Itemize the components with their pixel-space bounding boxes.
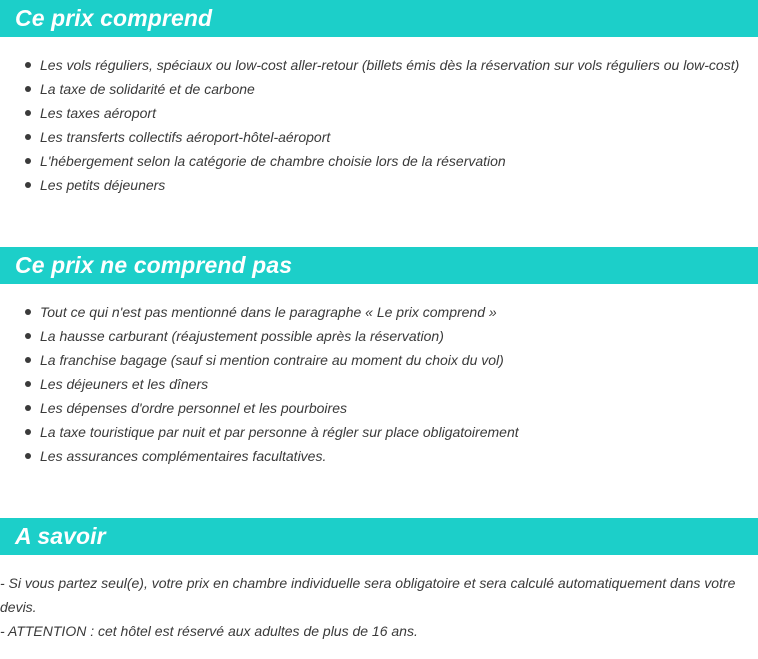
section-header-included bbox=[0, 0, 758, 37]
section-title-included: Ce prix comprend bbox=[15, 5, 213, 31]
list-item: Les déjeuners et les dîners bbox=[0, 372, 758, 396]
list-item: La hausse carburant (réajustement possible après la réservation) bbox=[0, 324, 758, 348]
not-included-list bbox=[0, 300, 758, 468]
list-item: La taxe de solidarité et de carbone bbox=[0, 77, 758, 101]
list-item: Les assurances complémentaires facultatives. bbox=[0, 444, 758, 468]
list-item: L'hébergement selon la catégorie de chambre choisie lors de la réservation bbox=[0, 149, 758, 173]
list-item: Les transferts collectifs aéroport-hôtel-aéroport bbox=[0, 125, 758, 149]
list-item: Les petits déjeuners bbox=[0, 173, 758, 197]
note-adults-only: - ATTENTION : cet hôtel est réservé aux adultes de plus de 16 ans. bbox=[0, 623, 418, 639]
list-item: Tout ce qui n'est pas mentionné dans le paragraphe « Le prix comprend » bbox=[0, 300, 758, 324]
section-header-to-know bbox=[0, 518, 758, 555]
list-item: Les vols réguliers, spéciaux ou low-cost aller-retour (billets émis dès la réservation sur vols réguliers ou low-cost) bbox=[0, 53, 758, 77]
list-item: La franchise bagage (sauf si mention contraire au moment du choix du vol) bbox=[0, 348, 758, 372]
list-item: Les taxes aéroport bbox=[0, 101, 758, 125]
section-title-to-know: A savoir bbox=[15, 523, 106, 549]
list-item: La taxe touristique par nuit et par personne à régler sur place obligatoirement bbox=[0, 420, 758, 444]
to-know-notes bbox=[0, 571, 754, 643]
note-solo-traveller: - Si vous partez seul(e), votre prix en chambre individuelle sera obligatoire et sera calculé automatiquement dans votre devis. bbox=[0, 575, 736, 615]
section-header-not-included bbox=[0, 247, 758, 284]
included-list bbox=[0, 53, 758, 197]
list-item: Les dépenses d'ordre personnel et les pourboires bbox=[0, 396, 758, 420]
section-title-not-included: Ce prix ne comprend pas bbox=[15, 252, 293, 278]
